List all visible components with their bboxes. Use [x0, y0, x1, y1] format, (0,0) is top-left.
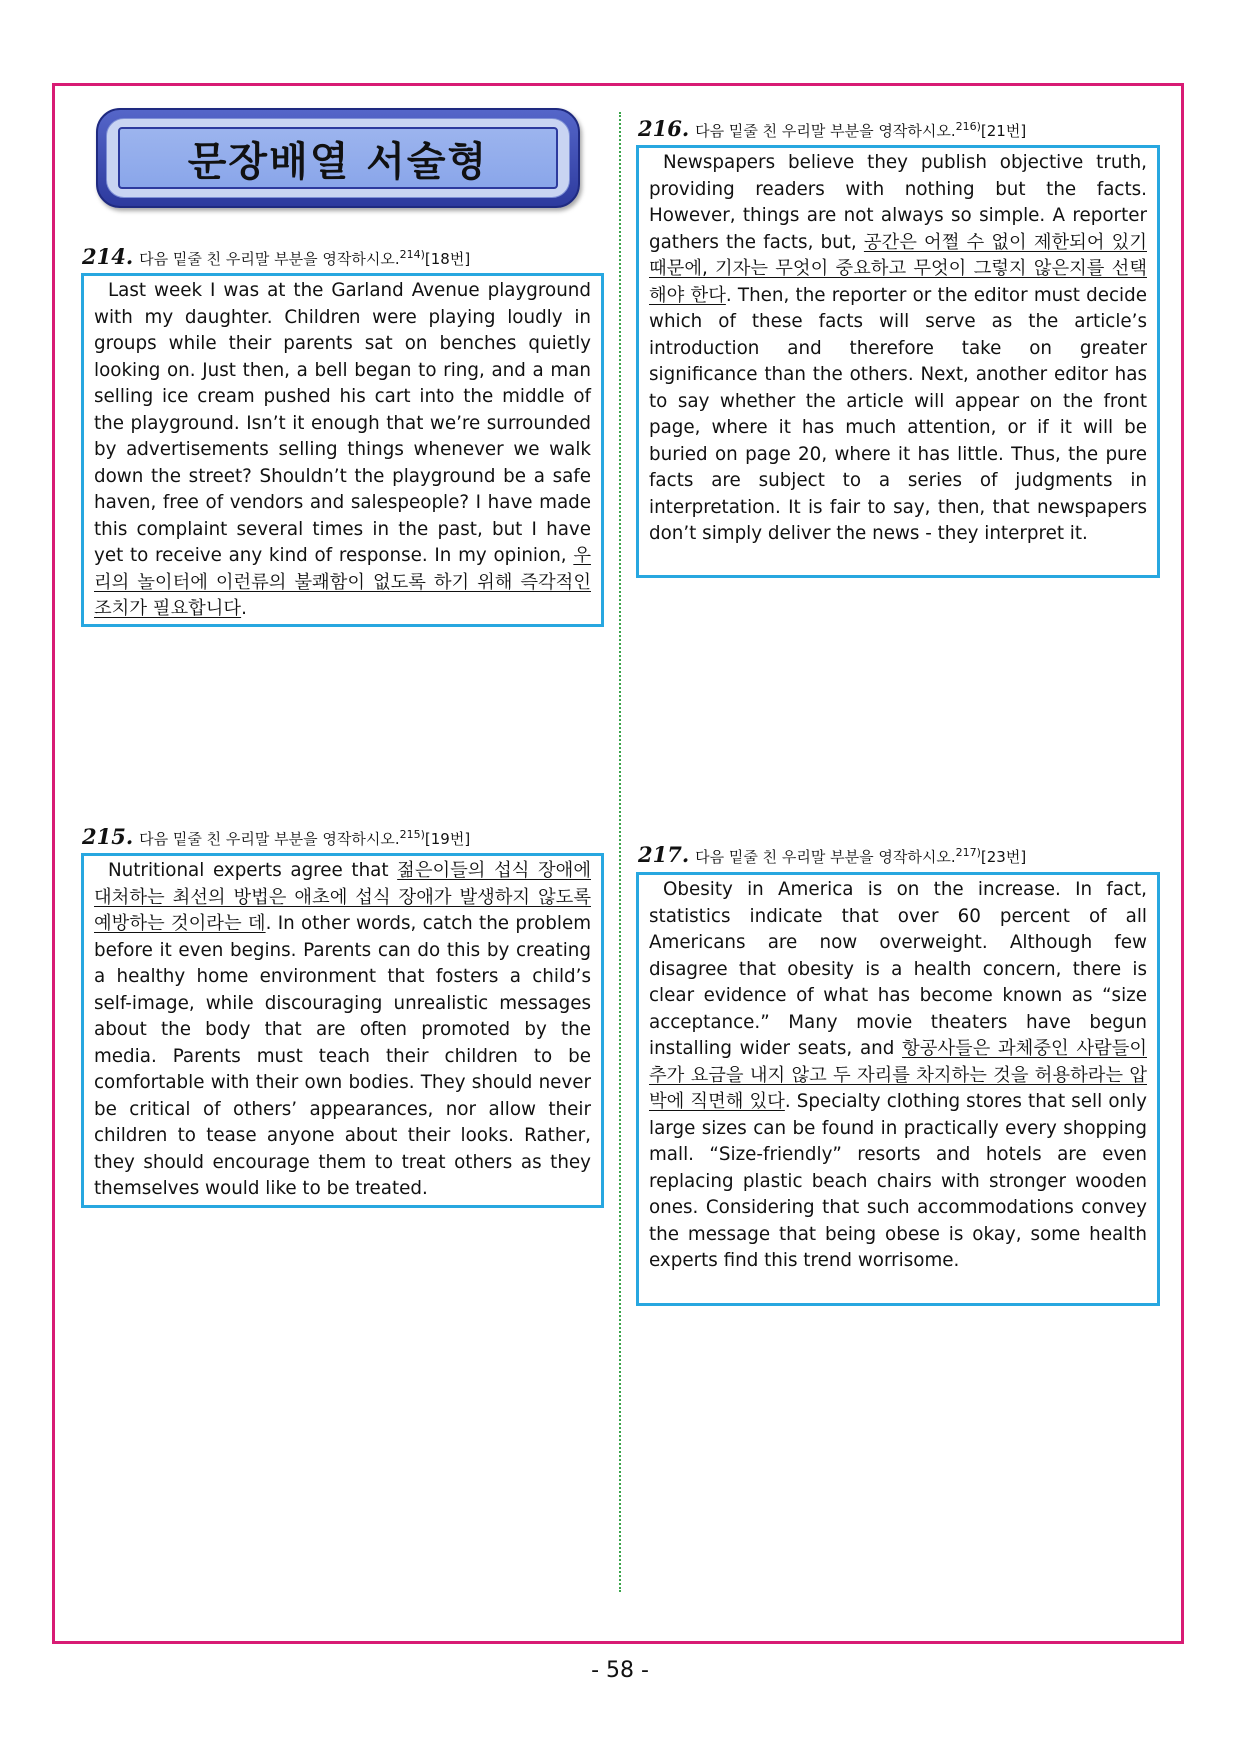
- question-214-heading: [82, 244, 470, 269]
- question-number: 214.: [82, 244, 134, 269]
- question-216-heading: [638, 116, 1026, 141]
- question-215-passage-box: [81, 853, 604, 1208]
- question-source-tag: [23번]: [980, 848, 1027, 866]
- question-instruction: 다음 밑줄 친 우리말 부분을 영작하시오.: [139, 830, 400, 848]
- passage-text-before: Obesity in America is on the increase. In fact, statistics indicate that over 60 percent of all Americans are now overweight. Although few disagree that obesity is a health concern, there is clear evidence of what has become known as “size acceptance.” Many movie theaters have begun installing wider seats, and: [649, 879, 1147, 1059]
- question-number: 215.: [82, 824, 134, 849]
- passage-text-before: Last week I was at the Garland Avenue playground with my daughter. Children were playing loudly in groups while their parents sat on benches quietly looking on. Just then, a bell began to ring, and a man selling ice cream pushed his cart into the middle of the playground. Isn’t it enough that we’re surrounded by advertisements selling things whenever we walk down the street? Shouldn’t the playground be a safe haven, free of vendors and salespeople? I have made this complaint several times in the past, but I have yet to receive any kind of response. In my opinion,: [94, 280, 591, 566]
- question-217-heading: [638, 842, 1026, 867]
- page-number: - 58 -: [591, 1658, 649, 1683]
- passage-text-before: Nutritional experts agree that: [108, 860, 398, 881]
- passage-text-after: . In other words, catch the problem before it even begins. Parents can do this by creating a healthy home environment that fosters a child’s self-image, while discouraging unrealistic messages about the body that are often promoted by the media. Parents must teach their children to be comfortable with their own bodies. They should never be critical of others’ appearances, nor allow their children to tease anyone about their looks. Rather, they should encourage them to treat others as they themselves would like to be treated.: [94, 913, 591, 1199]
- question-instruction: 다음 밑줄 친 우리말 부분을 영작하시오.: [695, 848, 956, 866]
- section-title: 문장배열 서술형: [187, 138, 489, 185]
- question-source-tag: [19번]: [424, 830, 471, 848]
- title-badge-plate: [118, 127, 558, 189]
- footnote-ref: 214): [399, 248, 425, 261]
- passage-text-after: . Specialty clothing stores that sell only large sizes can be found in practically every shopping mall. “Size-friendly” resorts and hotels are even replacing plastic beach chairs with stronger wooden ones. Considering that such accommodations convey the message that being obese is okay, some health experts find this trend worrisome.: [649, 1091, 1147, 1271]
- underlined-korean-phrase: 항공사들은 과체중인 사람들이 추가 요금을 내지 않고 두 자리를 차지하는 것을 허용하라는 압박에 직면해 있다: [649, 1038, 1147, 1112]
- underlined-korean-phrase: 젊은이들의 섭식 장애에 대처하는 최선의 방법은 애초에 섭식 장애가 발생하지 않도록 예방하는 것이라는 데: [94, 860, 591, 934]
- question-source-tag: [18번]: [424, 250, 471, 268]
- footnote-ref: 217): [955, 846, 981, 859]
- passage-text: [649, 877, 1147, 1275]
- underlined-korean-phrase: 우리의 놀이터에 이런류의 불쾌함이 없도록 하기 위해 즉각적인 조치가 필요합니다: [94, 545, 591, 619]
- question-number: 216.: [638, 116, 690, 141]
- question-214-passage-box: [81, 273, 604, 627]
- question-216-passage-box: [636, 145, 1160, 578]
- question-215-heading: [82, 824, 470, 849]
- footnote-ref: 215): [399, 828, 425, 841]
- passage-text-before: Newspapers believe they publish objective truth, providing readers with nothing but the facts. However, things are not always so simple. A reporter gathers the facts, but,: [649, 152, 1147, 253]
- question-217-passage-box: [636, 872, 1160, 1306]
- passage-text: [649, 150, 1147, 548]
- passage-text: [94, 278, 591, 623]
- underlined-korean-phrase: 공간은 어쩔 수 없이 제한되어 있기 때문에, 기자는 무엇이 중요하고 무엇이 그렇지 않은지를 선택해야 한다: [649, 231, 1147, 306]
- footnote-ref: 216): [955, 120, 981, 133]
- question-instruction: 다음 밑줄 친 우리말 부분을 영작하시오.: [139, 250, 400, 268]
- passage-text-after: . Then, the reporter or the editor must decide which of these facts will serve as the article’s introduction and therefore take on greater significance than the others. Next, another editor has to say whether the article will appear on the front page, where it has much attention, or if it will be buried on page 20, where it has little. Thus, the pure facts are subject to a series of judgments in interpretation. It is fair to say, then, that newspapers don’t simply deliver the news - they interpret it.: [649, 284, 1147, 544]
- question-instruction: 다음 밑줄 친 우리말 부분을 영작하시오.: [695, 122, 956, 140]
- passage-text-after: .: [241, 598, 247, 619]
- column-divider: [619, 112, 621, 1592]
- section-title-badge: [96, 108, 580, 208]
- question-number: 217.: [638, 842, 690, 867]
- passage-text: [94, 858, 591, 1203]
- question-source-tag: [21번]: [980, 122, 1027, 140]
